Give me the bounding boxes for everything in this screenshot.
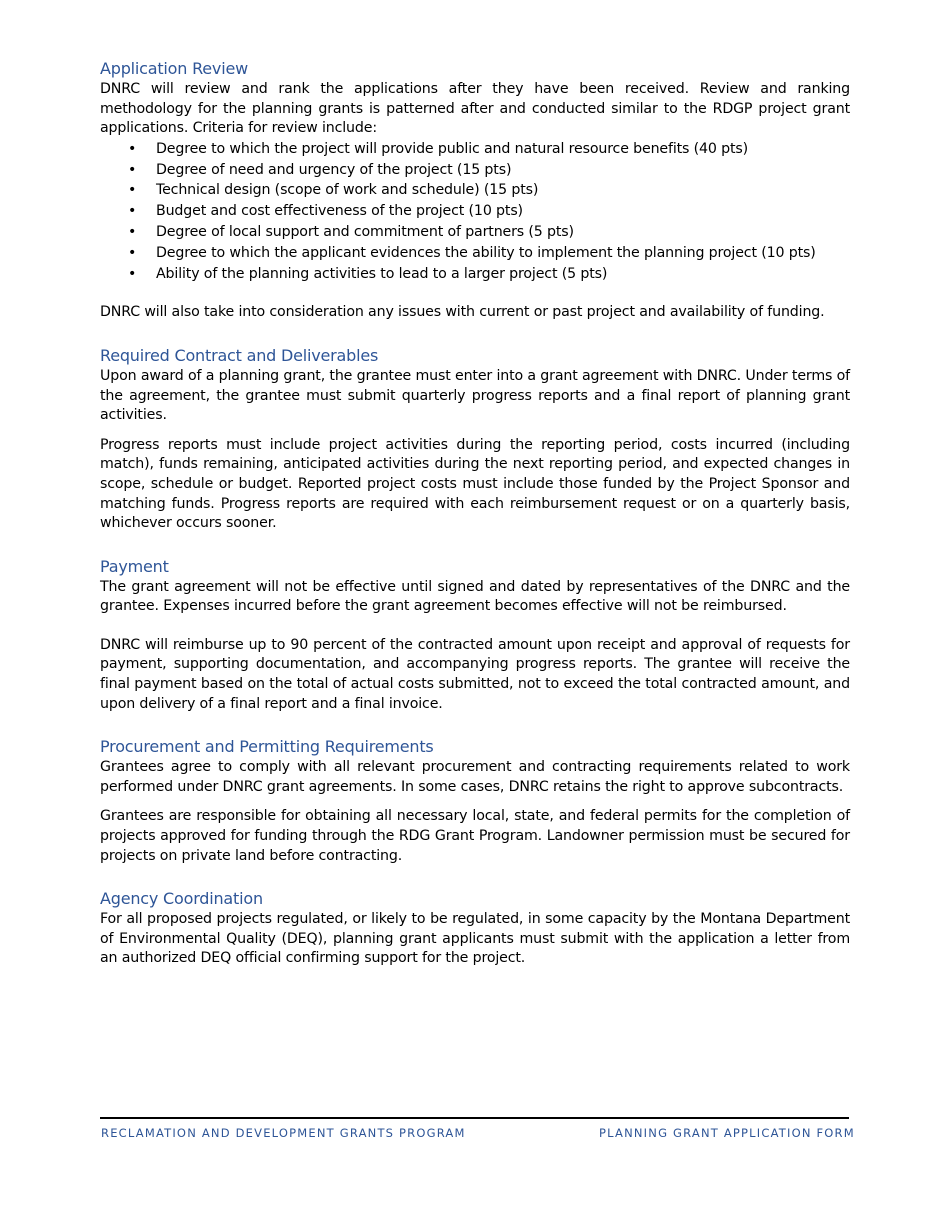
application-review-heading: Application Review [100,59,248,78]
list-item [100,160,850,181]
list-item [100,222,850,243]
required-contract-heading: Required Contract and Deliverables [100,345,379,365]
procurement-paragraph-1: Grantees agree to comply with all relevant procurement and contracting requirements related to work performed under DNRC grant agreements. In some cases, DNRC retains the right to approve subcontracts. [100,759,850,795]
section-application-review [100,58,850,323]
required-contract-paragraph-2: Progress reports must include project activities during the reporting period, costs incurred (including match), funds remaining, anticipated activities during the next reporting period, and expected changes in scope, schedule or budget. Reported project costs must include those funded by the Project Sponsor and matching funds. Progress reports are required with each reimbursement request or on a quarterly basis, whichever occurs sooner. [100,436,850,532]
list-item [100,180,850,201]
payment-paragraph-1: The grant agreement will not be effective until signed and dated by representatives of the DNRC and the grantee. Expenses incurred before the grant agreement becomes effective will not be reimbursed. [100,578,850,615]
bullet-icon: • [128,182,137,199]
payment-heading: Payment [100,556,169,576]
list-item [100,201,850,222]
section-payment [100,556,850,715]
list-item [100,243,850,264]
criteria-text: Technical design (scope of work and schedule) (15 pts) [156,182,539,199]
footer-program-name: RECLAMATION AND DEVELOPMENT GRANTS PROGRAM [101,1126,466,1140]
procurement-paragraph-2: Grantees are responsible for obtaining all necessary local, state, and federal permits for the completion of projects approved for funding through the RDG Grant Program. Landowner permission must be secured for projects on private land before contracting. [100,808,850,864]
list-item [100,139,850,160]
criteria-text: Degree of local support and commitment of partners (5 pts) [156,223,574,240]
bullet-icon: • [128,244,137,261]
application-review-closing: DNRC will also take into consideration any issues with current or past project and availability of funding. [100,304,825,321]
bullet-icon: • [128,223,137,240]
bullet-icon: • [128,161,137,178]
section-required-contract [100,345,850,534]
review-criteria-list [100,139,850,285]
procurement-heading: Procurement and Permitting Requirements [100,737,434,757]
payment-paragraph-2: DNRC will reimburse up to 90 percent of the contracted amount upon receipt and approval of requests for payment, supporting documentation, and accompanying progress reports. The grantee will receive the final payment based on the total of actual costs submitted, not to exceed the total contracted amount, and upon delivery of a final report and a final invoice. [100,636,850,712]
section-procurement [100,736,850,866]
footer-form-name: PLANNING GRANT APPLICATION FORM [599,1126,855,1140]
criteria-text: Degree of need and urgency of the project (15 pts) [156,161,512,178]
bullet-icon: • [128,140,137,157]
criteria-text: Budget and cost effectiveness of the project (10 pts) [156,203,523,220]
criteria-text: Ability of the planning activities to lead to a larger project (5 pts) [156,265,608,282]
agency-coordination-paragraph: For all proposed projects regulated, or likely to be regulated, in some capacity by the Montana Department of Environmental Quality (DEQ), planning grant applicants must submit with the application a letter from an authorized DEQ official confirming support for the project. [100,911,850,967]
section-agency-coordination [100,888,850,969]
list-item [100,264,850,285]
criteria-text: Degree to which the project will provide public and natural resource benefits (40 pts) [156,140,749,157]
footer-divider [100,1117,849,1119]
bullet-icon: • [128,203,137,220]
criteria-text: Degree to which the applicant evidences the ability to implement the planning project (10 pts) [156,244,816,261]
application-review-intro: DNRC will review and rank the applications after they have been received. Review and ranking methodology for the planning grants is patterned after and conducted similar to the RDGP project grant applications. Criteria for review include: [100,81,850,137]
required-contract-paragraph-1: Upon award of a planning grant, the grantee must enter into a grant agreement with DNRC. Under terms of the agreement, the grantee must submit quarterly progress reports and a final report of planning grant activities. [100,367,850,424]
agency-coordination-heading: Agency Coordination [100,889,263,909]
bullet-icon: • [128,265,137,282]
page-content [100,58,850,969]
